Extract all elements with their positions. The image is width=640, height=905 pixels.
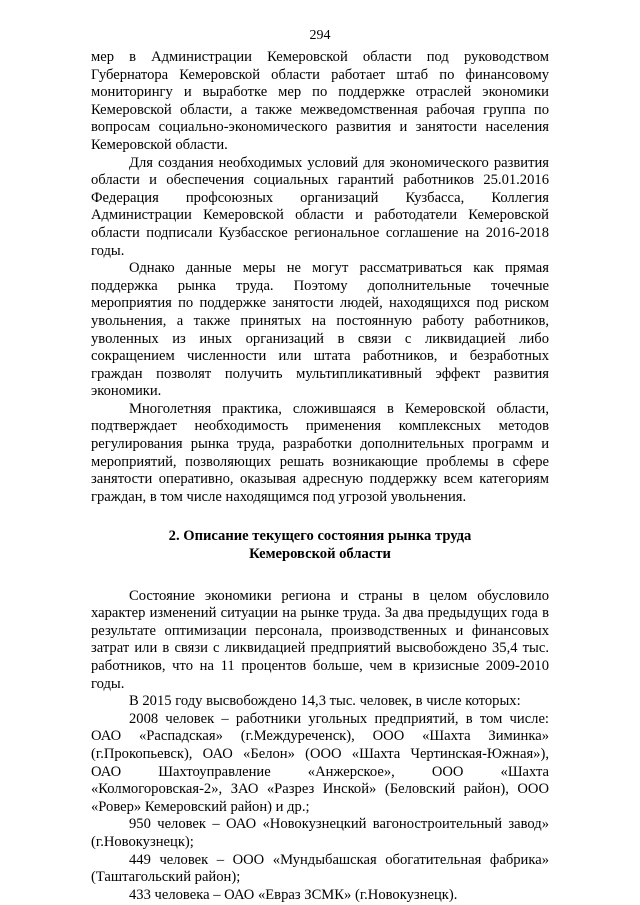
paragraph-5: Состояние экономики региона и страны в целом обусловило характер изменений ситуации на рынке труда. За два предыдущих года в результате оптимизации персонала, производственных и финансовых затрат или в связи с ликвидацией предприятий высвобождено 35,4 тыс. работников, что на 11 процентов больше, чем в кризисные 2009-2010 годы. bbox=[91, 587, 549, 692]
section-heading-line-2: Кемеровской области bbox=[249, 546, 391, 563]
paragraph-10: 433 человека – ОАО «Евраз ЗСМК» (г.Новокузнецк). bbox=[129, 886, 458, 903]
paragraph-6: В 2015 году высвобождено 14,3 тыс. человек, в числе которых: bbox=[129, 693, 521, 710]
paragraph-2: Для создания необходимых условий для экономического развития области и обеспечения социальных гарантий работников 25.01.2016 Федерация профсоюзных организаций Кузбасса, Коллегия Администрации Кемеровской области и работодатели Кемеровской области подписали Кузбасское региональное соглашение на 2016-2018 годы. bbox=[91, 154, 549, 259]
section-heading bbox=[91, 528, 549, 563]
paragraph-8: 950 человек – ОАО «Новокузнецкий вагоностроительный завод» (г.Новокузнецк); bbox=[91, 816, 549, 850]
section-heading-line-1: 2. Описание текущего состояния рынка труда bbox=[168, 528, 472, 545]
paragraph-4: Многолетняя практика, сложившаяся в Кемеровской области, подтверждает необходимость применения комплексных методов регулирования рынка труда, разработки дополнительных программ и мероприятий, позволяющих решать возникающие проблемы в сфере занятости оперативно, оказывая адресную поддержку всем категориям граждан, в том числе находящимся под угрозой увольнения. bbox=[91, 400, 549, 505]
page-body bbox=[91, 49, 549, 904]
paragraph-1: мер в Администрации Кемеровской области под руководством Губернатора Кемеровской области работает штаб по финансовому мониторингу и выработке мер по поддержке отраслей экономики Кемеровской области, а также межведомственная рабочая группа по вопросам социально-экономического развития и занятости населения Кемеровской области. bbox=[91, 49, 549, 153]
paragraph-9: 449 человек – ООО «Мундыбашская обогатительная фабрика» (Таштагольский район); bbox=[91, 851, 549, 886]
page-number: 294 bbox=[309, 28, 331, 43]
paragraph-3: Однако данные меры не могут рассматриваться как прямая поддержка рынка труда. Поэтому дополнительные точечные мероприятия по поддержке занятости людей, находящихся под риском увольнения, а также принятых на постоянную работу работников, уволенных из иных организаций в связи с ликвидацией либо сокращением численности или штата работников, и безработных граждан позволят получить мультипликативный эффект развития экономики. bbox=[91, 260, 549, 400]
paragraph-7: 2008 человек – работники угольных предприятий, в том числе: ОАО «Распадская» (г.Междуреченск), ООО «Шахта Зиминка» (г.Прокопьевск), ОАО «Белон» (ООО «Шахта Чертинская-Южная»), ОАО Шахтоуправление «Анжерское», ООО «Шахта «Колмогоровская-2», ЗАО «Разрез Инской» (Беловский район), ООО «Ровер» Кемеровский район) и др.; bbox=[91, 710, 549, 815]
